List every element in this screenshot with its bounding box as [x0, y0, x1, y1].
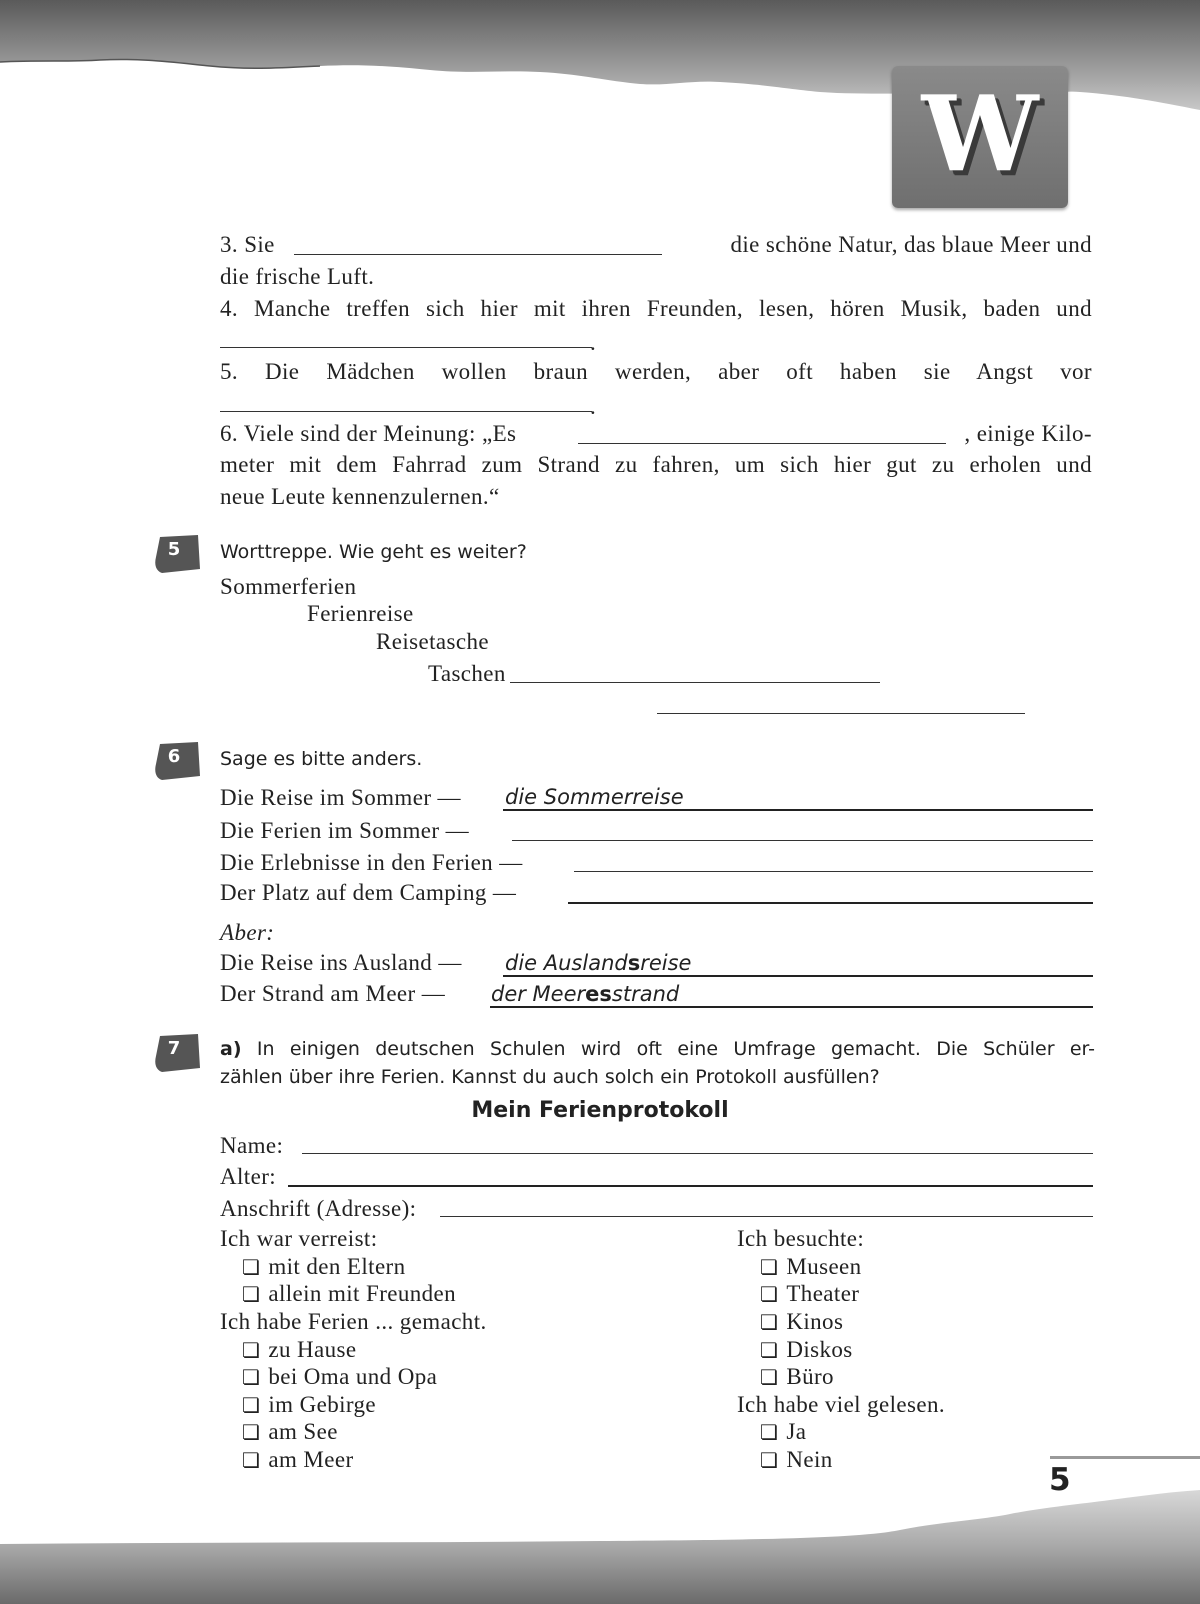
- checkbox-icon[interactable]: ❏: [760, 1450, 779, 1472]
- ex6-aber-answer-1: [505, 951, 691, 975]
- option-label: Diskos: [786, 1337, 853, 1362]
- ex4-blank-3[interactable]: [294, 254, 662, 255]
- option-label: im Gebirge: [268, 1392, 377, 1417]
- ex7-instruction-1: [220, 1038, 1095, 1060]
- checkbox-icon[interactable]: ❏: [242, 1422, 261, 1444]
- ex4-line3-start: 3. Sie: [220, 232, 275, 257]
- ex6-blank-2[interactable]: [512, 840, 1093, 841]
- option-oma-opa[interactable]: [242, 1364, 437, 1390]
- answer-part: die Ausland: [505, 951, 628, 975]
- ex4-line3-cont: die frische Luft.: [220, 264, 375, 289]
- protocol-title: Mein Ferienprotokoll: [471, 1098, 729, 1123]
- checkbox-icon[interactable]: ❏: [242, 1257, 261, 1279]
- ex5-instruction: Worttreppe. Wie geht es weiter?: [220, 541, 527, 563]
- checkbox-icon[interactable]: ❏: [760, 1422, 779, 1444]
- exercise-number: 5: [167, 539, 181, 560]
- chapter-letter: W: [921, 72, 1039, 195]
- ex4-blank-5[interactable]: [220, 411, 592, 412]
- field-name-label: Name:: [220, 1133, 284, 1158]
- option-theater[interactable]: [760, 1281, 859, 1307]
- option-label: allein mit Freunden: [268, 1281, 457, 1306]
- checkbox-icon[interactable]: ❏: [242, 1367, 261, 1389]
- option-museen[interactable]: [760, 1254, 862, 1280]
- answer-part: reise: [640, 951, 692, 975]
- left-question-1: Ich war verreist:: [220, 1226, 378, 1251]
- ex5-word-3: Reisetasche: [376, 629, 489, 654]
- exercise-badge-5: [154, 535, 198, 573]
- ex4-blank-6[interactable]: [578, 443, 946, 444]
- option-label: am Meer: [268, 1447, 354, 1472]
- checkbox-icon[interactable]: ❏: [760, 1367, 779, 1389]
- answer-part: strand: [611, 982, 680, 1006]
- ex5-word-1: Sommerferien: [220, 574, 357, 599]
- ex4-line6-start: 6. Viele sind der Meinung: „Es: [220, 421, 517, 446]
- ex7-instruction-2: zählen über ihre Ferien. Kannst du auch solch ein Protokoll ausfüllen?: [220, 1066, 880, 1088]
- ex4-period-5: .: [590, 394, 597, 419]
- ex6-prompt-1: Die Reise im Sommer —: [220, 785, 461, 810]
- ex6-instruction: Sage es bitte anders.: [220, 748, 423, 770]
- option-label: Büro: [786, 1364, 834, 1389]
- ex5-blank-2[interactable]: [657, 713, 1025, 714]
- ex4-line6-last: neue Leute kennenzulernen.“: [220, 484, 500, 509]
- answer-emphasis: es: [585, 982, 612, 1006]
- option-label: zu Hause: [268, 1337, 357, 1362]
- ex5-word-2: Ferienreise: [307, 601, 414, 626]
- option-see[interactable]: [242, 1419, 338, 1445]
- option-gebirge[interactable]: [242, 1392, 376, 1418]
- ex6-blank-4[interactable]: [568, 902, 1093, 904]
- field-name-line[interactable]: [302, 1153, 1093, 1154]
- option-label: Kinos: [786, 1309, 844, 1334]
- page-number-rule: [1050, 1456, 1200, 1459]
- right-question-2: Ich habe viel gelesen.: [737, 1392, 946, 1417]
- ex4-line4: 4. Manche treffen sich hier mit ihren Freunden, lesen, hören Musik, baden und: [220, 296, 1092, 321]
- checkbox-icon[interactable]: ❏: [242, 1340, 261, 1362]
- ex7-part: a): [220, 1038, 242, 1060]
- ex4-period-4: .: [590, 330, 597, 355]
- ex6-answer-1: die Sommerreise: [505, 785, 684, 809]
- bottom-decorative-band: [0, 1470, 1200, 1604]
- ex4-line6-cont: meter mit dem Fahrrad zum Strand zu fahren, um sich hier gut zu erholen und: [220, 452, 1092, 477]
- ex6-aber-prompt-1: Die Reise ins Ausland —: [220, 950, 462, 975]
- right-question-1: Ich besuchte:: [737, 1226, 865, 1251]
- answer-emphasis: s: [627, 951, 641, 975]
- ex4-blank-4[interactable]: [220, 347, 592, 348]
- ex5-blank-1[interactable]: [510, 682, 880, 683]
- ex6-aber-blank-1[interactable]: [503, 975, 1093, 977]
- checkbox-icon[interactable]: ❏: [760, 1312, 779, 1334]
- exercise-number: 6: [167, 746, 181, 767]
- ex6-aber-answer-2: [491, 982, 679, 1006]
- ex4-line6-end: , einige Kilo-: [964, 421, 1092, 446]
- checkbox-icon[interactable]: ❏: [760, 1284, 779, 1306]
- field-alter-line[interactable]: [288, 1185, 1093, 1187]
- checkbox-icon[interactable]: ❏: [242, 1284, 261, 1306]
- left-question-2: Ich habe Ferien ... gemacht.: [220, 1309, 487, 1334]
- ex6-blank-1[interactable]: [503, 809, 1093, 811]
- page-number: 5: [1049, 1462, 1071, 1498]
- ex5-word-4: Taschen: [428, 661, 506, 686]
- option-label: mit den Eltern: [268, 1254, 406, 1279]
- ex6-prompt-4: Der Platz auf dem Camping —: [220, 880, 517, 905]
- ex7-instruction-text: In einigen deutschen Schulen wird oft eine Umfrage gemacht. Die Schüler er-: [256, 1038, 1095, 1060]
- ex6-aber: Aber:: [220, 920, 275, 945]
- option-label: Theater: [786, 1281, 860, 1306]
- answer-part: der Meer: [491, 982, 586, 1006]
- option-freunde[interactable]: [242, 1281, 456, 1307]
- exercise-number: 7: [167, 1038, 181, 1059]
- option-eltern[interactable]: [242, 1254, 406, 1280]
- checkbox-icon[interactable]: ❏: [242, 1450, 261, 1472]
- checkbox-icon[interactable]: ❏: [760, 1257, 779, 1279]
- field-address-line[interactable]: [440, 1216, 1093, 1217]
- ex6-blank-3[interactable]: [574, 871, 1093, 872]
- option-label: Ja: [786, 1419, 807, 1444]
- ex6-prompt-3: Die Erlebnisse in den Ferien —: [220, 850, 523, 875]
- option-ja[interactable]: [760, 1419, 806, 1445]
- option-label: Museen: [786, 1254, 862, 1279]
- option-buero[interactable]: [760, 1364, 834, 1390]
- checkbox-icon[interactable]: ❏: [242, 1395, 261, 1417]
- checkbox-icon[interactable]: ❏: [760, 1340, 779, 1362]
- option-label: Nein: [786, 1447, 833, 1472]
- field-address-label: Anschrift (Adresse):: [220, 1196, 417, 1221]
- ex6-aber-blank-2[interactable]: [490, 1006, 1093, 1008]
- ex6-aber-prompt-2: Der Strand am Meer —: [220, 981, 446, 1006]
- option-label: am See: [268, 1419, 338, 1444]
- chapter-letter-box: [892, 66, 1068, 208]
- exercise-badge-6: [154, 742, 198, 780]
- option-kinos[interactable]: [760, 1309, 843, 1335]
- ex4-line3-end: die schöne Natur, das blaue Meer und: [730, 232, 1092, 257]
- option-diskos[interactable]: [760, 1337, 853, 1363]
- exercise-badge-7: [154, 1034, 198, 1072]
- ex6-prompt-2: Die Ferien im Sommer —: [220, 818, 469, 843]
- option-zu-hause[interactable]: [242, 1337, 356, 1363]
- option-label: bei Oma und Opa: [268, 1364, 438, 1389]
- field-alter-label: Alter:: [220, 1164, 277, 1189]
- ex4-line5: 5. Die Mädchen wollen braun werden, aber oft haben sie Angst vor: [220, 359, 1092, 384]
